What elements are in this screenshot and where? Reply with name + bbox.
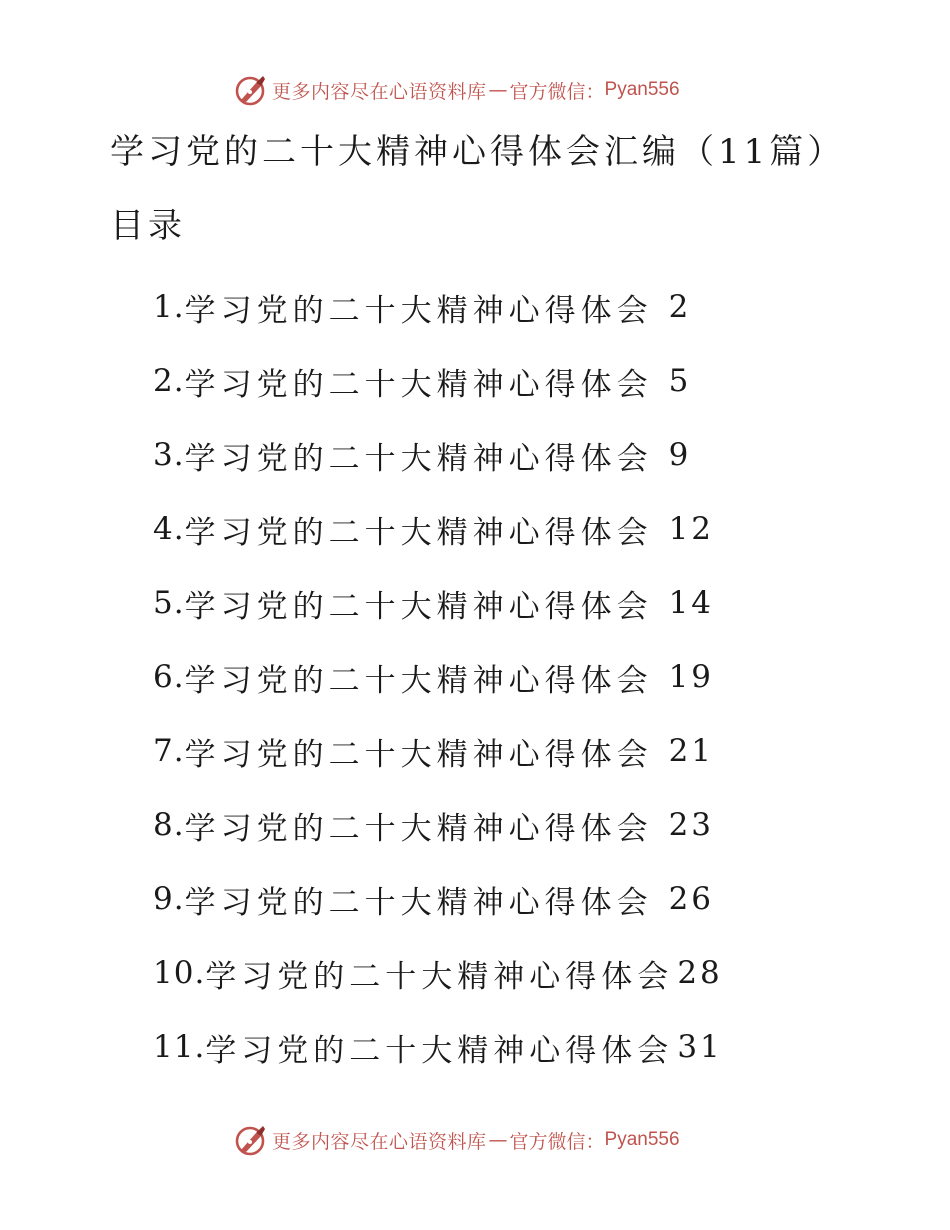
toc-item-label: 学习党的二十大精神心得体会 xyxy=(184,662,653,699)
watermark-id: Pyan556 xyxy=(604,79,680,100)
toc-item-label: 学习党的二十大精神心得体会 xyxy=(184,292,653,329)
toc-item-number: 9. xyxy=(153,881,185,917)
toc-item[interactable] xyxy=(153,344,723,418)
toc-item-page: 2 xyxy=(668,289,692,325)
header-watermark xyxy=(234,72,680,108)
toc-item-page: 9 xyxy=(668,437,692,473)
toc-item-page: 31 xyxy=(677,1029,723,1065)
toc-item-number: 1. xyxy=(153,289,185,325)
toc-item-page: 23 xyxy=(668,807,715,843)
toc-item-page: 21 xyxy=(668,733,715,769)
toc-item-label: 学习党的二十大精神心得体会 xyxy=(184,736,653,773)
toc-item[interactable] xyxy=(153,566,723,640)
toc-item[interactable] xyxy=(153,270,723,344)
toc-heading: 目录 xyxy=(110,206,186,246)
toc-item-label: 学习党的二十大精神心得体会 xyxy=(205,1032,674,1069)
toc-item-number: 6. xyxy=(153,659,185,695)
watermark-contact: 官方微信： xyxy=(509,1130,605,1153)
toc-item[interactable] xyxy=(153,492,723,566)
toc-item-page: 19 xyxy=(668,659,715,695)
document-title: 学习党的二十大精神心得体会汇编（11篇） xyxy=(110,132,846,172)
toc-item-page: 28 xyxy=(677,955,723,991)
pen-logo-icon xyxy=(234,1123,268,1157)
watermark-id: Pyan556 xyxy=(604,1129,680,1150)
toc-item-number: 2. xyxy=(153,363,185,399)
toc-item-number: 4. xyxy=(153,511,185,547)
watermark-text: 更多内容尽在心语资料库 xyxy=(272,1130,487,1153)
toc-item-label: 学习党的二十大精神心得体会 xyxy=(184,366,653,403)
toc-item-number: 7. xyxy=(153,733,185,769)
toc-list xyxy=(153,270,723,1084)
toc-item-label: 学习党的二十大精神心得体会 xyxy=(205,958,674,995)
toc-item[interactable] xyxy=(153,788,723,862)
toc-item-label: 学习党的二十大精神心得体会 xyxy=(184,884,653,921)
toc-item[interactable] xyxy=(153,640,723,714)
watermark-dash: — xyxy=(488,79,508,101)
toc-item-number: 11. xyxy=(153,1029,206,1065)
toc-item-label: 学习党的二十大精神心得体会 xyxy=(184,588,653,625)
toc-item-label: 学习党的二十大精神心得体会 xyxy=(184,440,653,477)
footer-watermark xyxy=(234,1122,680,1158)
watermark-contact: 官方微信： xyxy=(509,80,605,103)
toc-item-page: 12 xyxy=(668,511,715,547)
toc-item[interactable] xyxy=(153,936,723,1010)
toc-item[interactable] xyxy=(153,1010,723,1084)
watermark-text: 更多内容尽在心语资料库 xyxy=(272,80,487,103)
toc-item-number: 8. xyxy=(153,807,185,843)
watermark-dash: — xyxy=(488,1129,508,1151)
toc-item-label: 学习党的二十大精神心得体会 xyxy=(184,514,653,551)
toc-item[interactable] xyxy=(153,714,723,788)
toc-item-label: 学习党的二十大精神心得体会 xyxy=(184,810,653,847)
toc-item-number: 10. xyxy=(153,955,206,991)
toc-item[interactable] xyxy=(153,862,723,936)
toc-item-number: 5. xyxy=(153,585,185,621)
toc-item[interactable] xyxy=(153,418,723,492)
toc-item-page: 14 xyxy=(668,585,715,621)
toc-item-page: 26 xyxy=(668,881,715,917)
toc-item-number: 3. xyxy=(153,437,185,473)
toc-item-page: 5 xyxy=(668,363,692,399)
pen-logo-icon xyxy=(234,73,268,107)
